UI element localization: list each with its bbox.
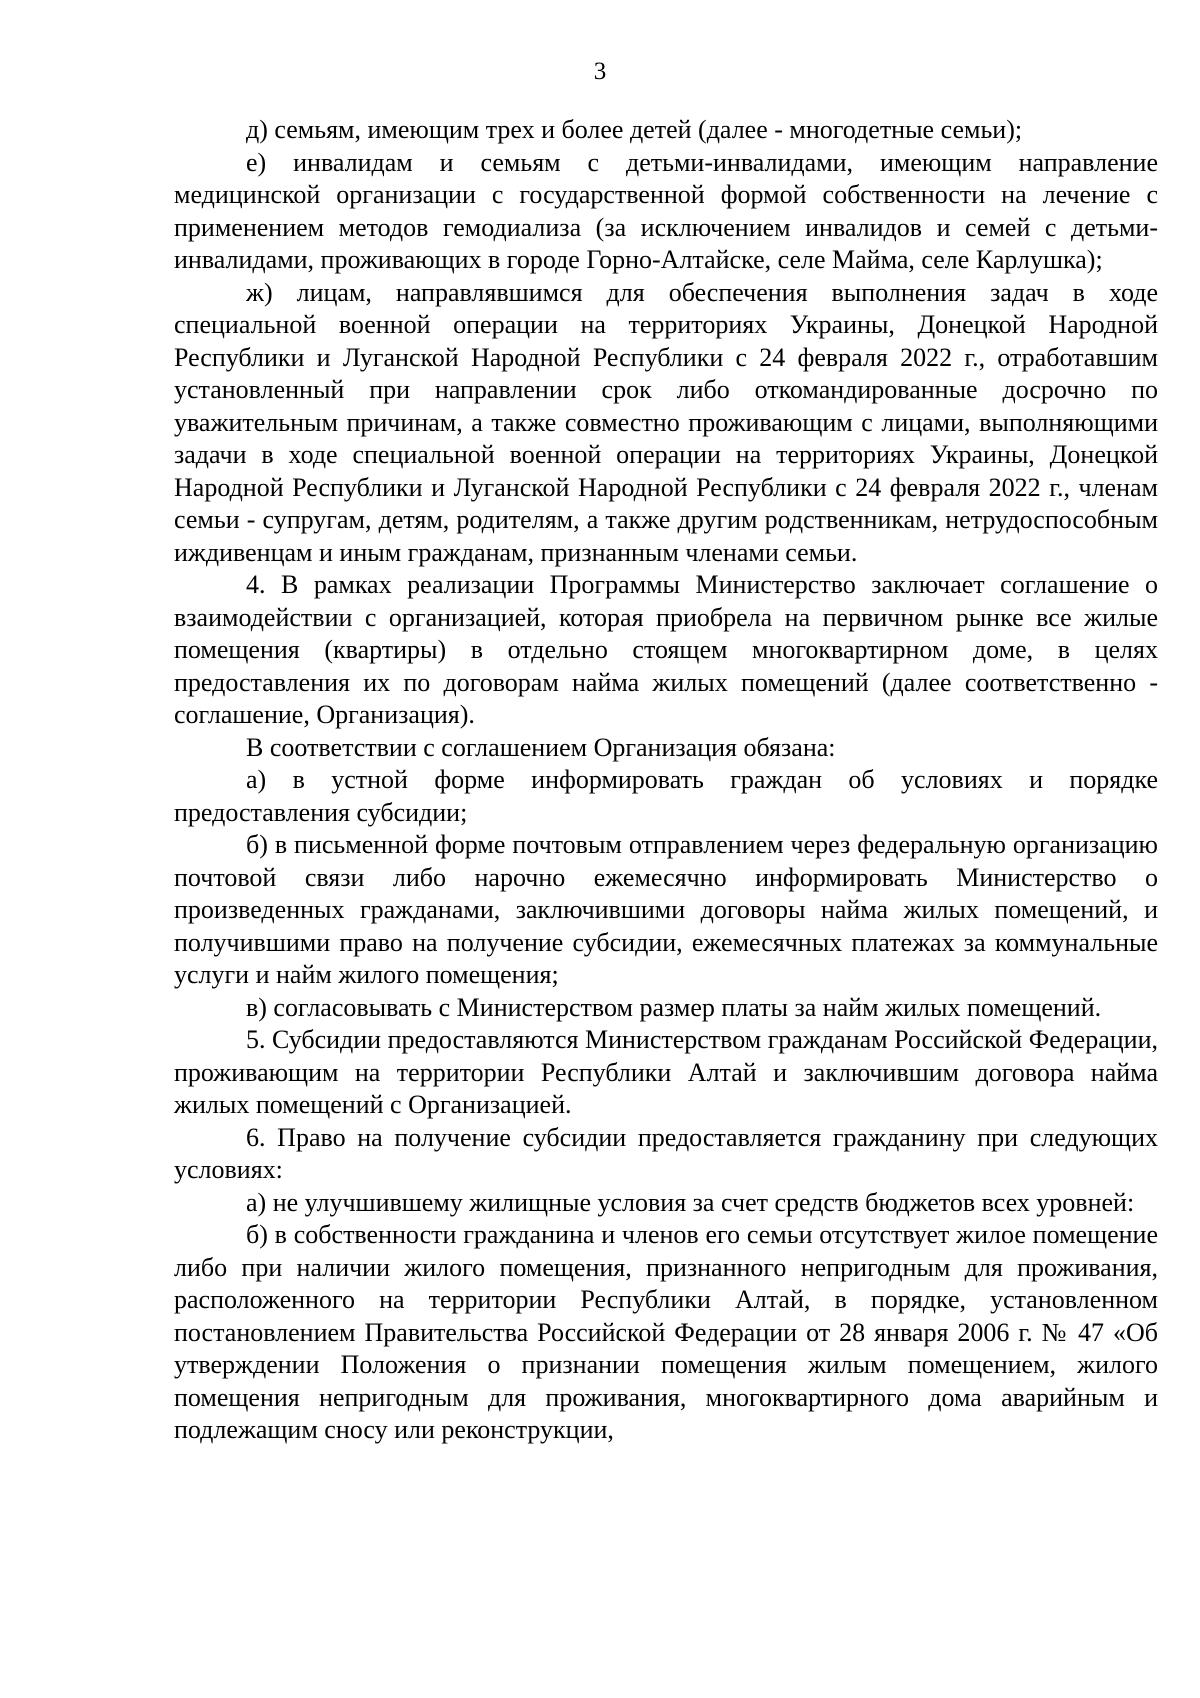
paragraph-obligation-a: а) в устной форме информировать граждан об условиях и порядке предоставления субсидии; <box>174 765 1158 827</box>
paragraph-6-conditions: 6. Право на получение субсидии предоставляется гражданину при следующих условиях: <box>174 1122 1158 1184</box>
paragraph-obligation-b: б) в письменной форме почтовым отправлением через федеральную организацию почтовой связи либо нарочно ежемесячно информировать Министерство о произведенных гражданами, заключившими договоры найма жилых помещений, и получившими право на получение субсидии, ежемесячных платежах за коммунальные услуги и найм жилого помещения; <box>174 830 1158 989</box>
paragraph-organization-obligations: В соответствии с соглашением Организация обязана: <box>246 732 836 762</box>
document-body <box>174 114 1158 1447</box>
paragraph-condition-a: а) не улучшившему жилищные условия за счет средств бюджетов всех уровней: <box>246 1187 1135 1217</box>
paragraph-4-agreement: 4. В рамках реализации Программы Министерство заключает соглашение о взаимодействии с организацией, которая приобрела на первичном рынке все жилые помещения (квартиры) в отдельно стоящем многоквартирном доме, в целях предоставления их по договорам найма жилых помещений (далее соответственно - соглашение, Организация). <box>174 570 1158 729</box>
paragraph-zh-special-operation: ж) лицам, направлявшимся для обеспечения выполнения задач в ходе специальной военной операции на территориях Украины, Донецкой Народной Республики и Луганской Народной Республики с 24 февраля 2022 г., отработавшим установленный при направлении срок либо откомандированные досрочно по уважительным причинам, а также совместно проживающим с лицами, выполняющими задачи в ходе специальной военной операции на территориях Украины, Донецкой Народной Республики и Луганской Народной Республики с 24 февраля 2022 г., членам семьи - супругам, детям, родителям, а также другим родственникам, нетрудоспособным иждивенцам и иным гражданам, признанным членами семьи. <box>174 277 1158 567</box>
paragraph-e-disabled: е) инвалидам и семьям с детьми-инвалидами, имеющим направление медицинской организации с государственной формой собственности на лечение с применением методов гемодиализа (за исключением инвалидов и семей с детьми-инвалидами, проживающих в городе Горно-Алтайске, селе Майма, селе Карлушка); <box>174 147 1158 274</box>
paragraph-condition-b: б) в собственности гражданина и членов его семьи отсутствует жилое помещение либо при наличии жилого помещения, признанного непригодным для проживания, расположенного на территории Республики Алтай, в порядке, установленном постановлением Правительства Российской Федерации от 28 января 2006 г. № 47 «Об утверждении Положения о признании помещения жилым помещением, жилого помещения непригодным для проживания, многоквартирного дома аварийным и подлежащим сносу или реконструкции, <box>174 1220 1158 1444</box>
paragraph-obligation-v: в) согласовывать с Министерством размер платы за найм жилых помещений. <box>246 992 1102 1022</box>
paragraph-5-subsidies: 5. Субсидии предоставляются Министерством гражданам Российской Федерации, проживающим на территории Республики Алтай и заключившим договора найма жилых помещений с Организацией. <box>174 1025 1158 1119</box>
paragraph-d-large-families: д) семьям, имеющим трех и более детей (далее - многодетные семьи); <box>246 115 1023 144</box>
page-number: 3 <box>593 58 607 85</box>
